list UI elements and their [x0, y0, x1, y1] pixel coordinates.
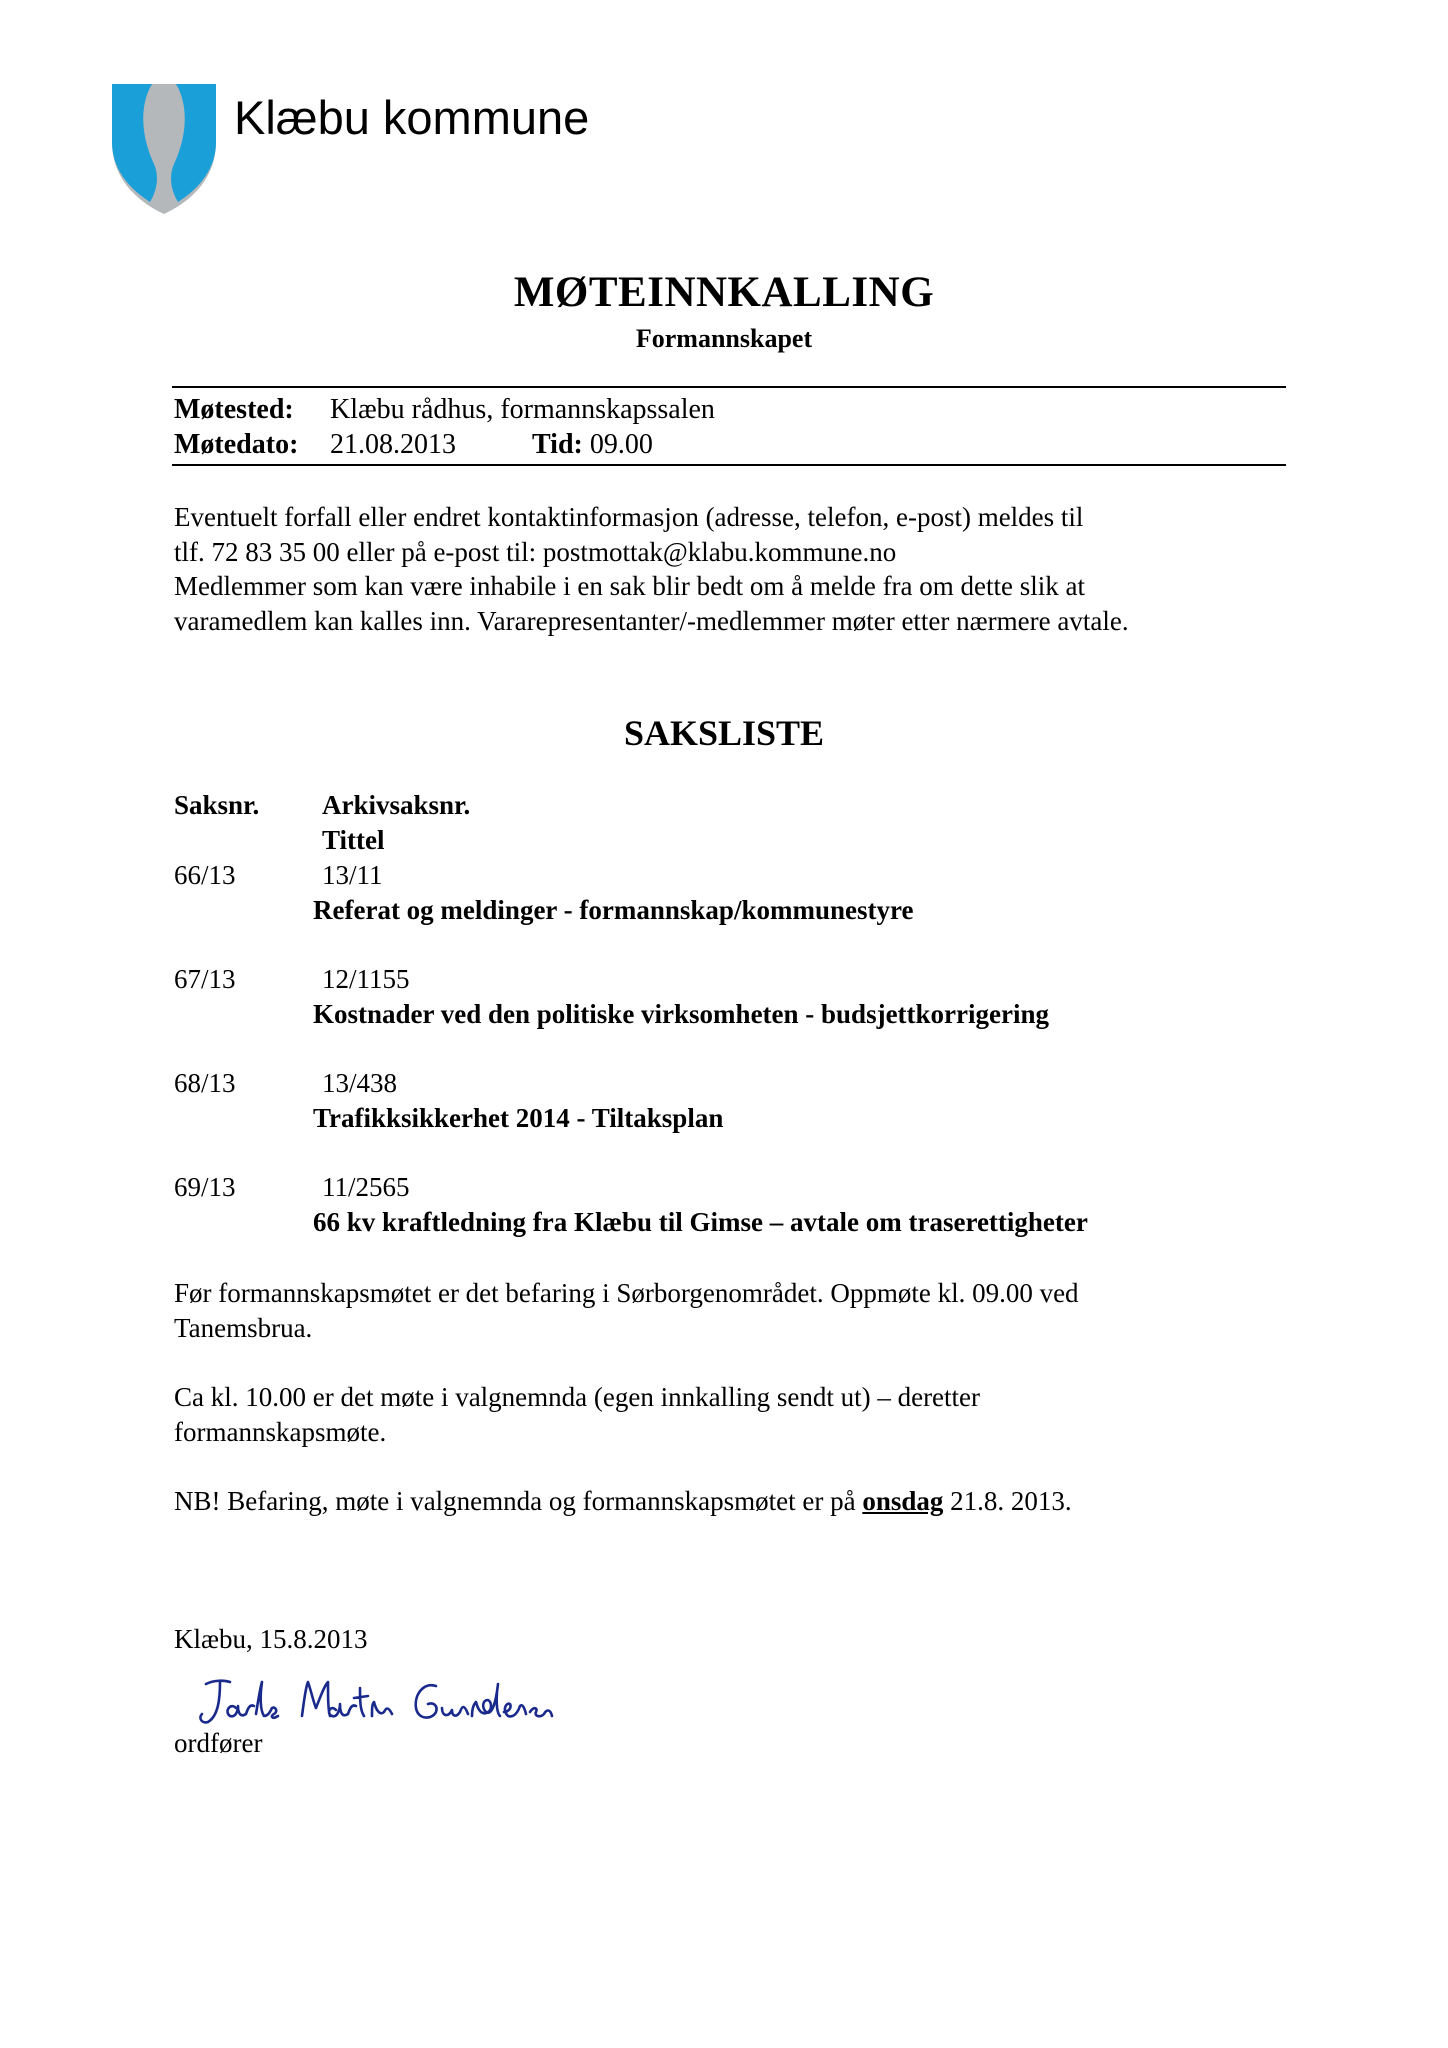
nb-note-weekday: onsdag [862, 1486, 944, 1516]
valgnemnda-note-line: formannskapsmøte. [174, 1416, 387, 1447]
meeting-place-value: Klæbu rådhus, formannskapssalen [330, 394, 715, 425]
intro-line: Eventuelt forfall eller endret kontaktinformasjon (adresse, telefon, e-post) meldes til [174, 502, 1084, 532]
agenda-item-title: 66 kv kraftledning fra Klæbu til Gimse – avtale om traserettigheter [313, 1207, 1088, 1237]
handwritten-signature [196, 1672, 556, 1732]
meeting-info-top-rule [172, 386, 1286, 388]
agenda-column-tittel: Tittel [322, 825, 385, 855]
befaring-note-line: Tanemsbrua. [174, 1312, 313, 1343]
befaring-note [174, 1276, 1079, 1345]
municipality-name: Klæbu kommune [234, 91, 590, 144]
agenda-item-saksnr: 66/13 [174, 860, 236, 890]
valgnemnda-note-line: Ca kl. 10.00 er det møte i valgnemnda (egen innkalling sendt ut) – deretter [174, 1382, 981, 1412]
nb-note-text: NB! Befaring, møte i valgnemnda og formannskapsmøtet er på [174, 1486, 863, 1516]
signature-strokes [200, 1681, 552, 1723]
agenda-item-title: Kostnader ved den politiske virksomheten - budsjettkorrigering [313, 999, 1050, 1029]
municipality-coat-of-arms-logo [110, 84, 218, 214]
closing-place-date: Klæbu, 15.8.2013 [174, 1624, 368, 1654]
agenda-item-saksnr: 68/13 [174, 1068, 236, 1098]
meeting-date-value: 21.08.2013 [330, 429, 456, 460]
intro-paragraph [174, 500, 1129, 638]
intro-line: varamedlem kan kalles inn. Vararepresentanter/-medlemmer møter etter nærmere avtale. [174, 605, 1129, 636]
meeting-time-label: Tid: [532, 429, 583, 460]
agenda-item-arkivsaksnr: 13/438 [322, 1068, 398, 1098]
meeting-info-bottom-rule [172, 464, 1286, 466]
nb-note-date: 21.8. 2013. [943, 1486, 1072, 1516]
agenda-item-arkivsaksnr: 11/2565 [322, 1172, 410, 1202]
document-subtitle: Formannskapet [635, 324, 813, 353]
meeting-time-value: 09.00 [589, 429, 653, 460]
intro-line: tlf. 72 83 35 00 eller på e-post til: postmottak@klabu.kommune.no [174, 536, 897, 567]
agenda-item-arkivsaksnr: 13/11 [322, 860, 383, 890]
agenda-column-arkivsaksnr: Arkivsaksnr. [322, 790, 471, 820]
agenda-item-saksnr: 69/13 [174, 1172, 236, 1202]
agenda-column-saksnr: Saksnr. [174, 790, 260, 820]
agenda-heading: SAKSLISTE [623, 713, 825, 753]
meeting-place-row [174, 394, 715, 426]
meeting-place-label: Møtested: [174, 394, 294, 425]
befaring-note-line: Før formannskapsmøtet er det befaring i Sørborgenområdet. Oppmøte kl. 09.00 ved [174, 1278, 1079, 1308]
document-title: MØTEINNKALLING [513, 269, 935, 316]
agenda-item-title: Referat og meldinger - formannskap/kommunestyre [313, 895, 914, 925]
intro-line: Medlemmer som kan være inhabile i en sak blir bedt om å melde fra om dette slik at [174, 571, 1085, 601]
signer-role: ordfører [174, 1728, 263, 1758]
meeting-date-row [174, 429, 653, 461]
valgnemnda-note [174, 1380, 980, 1449]
agenda-item-saksnr: 67/13 [174, 964, 236, 994]
agenda-item-title: Trafikksikkerhet 2014 - Tiltaksplan [313, 1103, 724, 1133]
agenda-item-arkivsaksnr: 12/1155 [322, 964, 410, 994]
nb-note [174, 1484, 1072, 1519]
meeting-date-label: Møtedato: [174, 429, 299, 460]
